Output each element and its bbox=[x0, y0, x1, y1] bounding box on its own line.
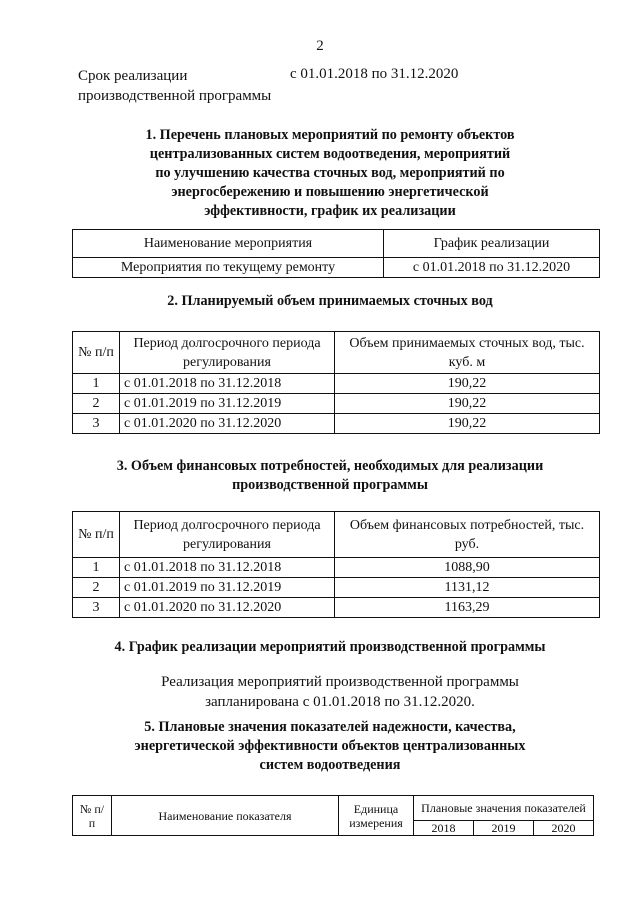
section4-title: 4. График реализации мероприятий производственной программы bbox=[114, 639, 546, 655]
section4-text bbox=[60, 672, 620, 712]
term-label-line2: производственной программы bbox=[78, 88, 272, 104]
table-header-cell: № п/п bbox=[73, 512, 120, 558]
section5-title-line: систем водоотведения bbox=[259, 757, 401, 773]
section4-text-line1: Реализация мероприятий производственной программы bbox=[161, 674, 519, 690]
section1-title-line: централизованных систем водоотведения, мероприятий bbox=[149, 146, 511, 162]
table-cell: с 01.01.2020 по 31.12.2020 bbox=[120, 598, 335, 618]
table-cell: 190,22 bbox=[335, 374, 600, 394]
table-row bbox=[73, 558, 600, 578]
table-row bbox=[73, 258, 600, 278]
table-header-cell: № п/п bbox=[73, 332, 120, 374]
table-row bbox=[73, 598, 600, 618]
table-cell: 190,22 bbox=[335, 414, 600, 434]
table-header-cell: Объем принимаемых сточных вод, тыс. куб. м bbox=[335, 332, 600, 374]
section5-title-line: 5. Плановые значения показателей надежности, качества, bbox=[144, 719, 516, 735]
table-row bbox=[73, 394, 600, 414]
table-cell: 3 bbox=[73, 414, 120, 434]
table-row bbox=[73, 374, 600, 394]
table-header-cell: Единица измерения bbox=[339, 796, 414, 836]
table-header-cell: Плановые значения показателей bbox=[414, 796, 594, 821]
table-row bbox=[73, 578, 600, 598]
term-value: с 01.01.2018 по 31.12.2020 bbox=[290, 66, 459, 82]
table-cell: с 01.01.2019 по 31.12.2019 bbox=[120, 578, 335, 598]
section1-title-line: эффективности, график их реализации bbox=[204, 203, 456, 219]
section1-title-line: энергосбережению и повышению энергетической bbox=[171, 184, 489, 200]
section2-table bbox=[72, 331, 600, 434]
section4-text-line2: запланирована с 01.01.2018 по 31.12.2020. bbox=[205, 694, 475, 710]
table-cell: 1 bbox=[73, 558, 120, 578]
table-header-row bbox=[73, 230, 600, 258]
year-header-cell: 2019 bbox=[473, 821, 533, 836]
table-cell: с 01.01.2019 по 31.12.2019 bbox=[120, 394, 335, 414]
table-cell: 1163,29 bbox=[335, 598, 600, 618]
table-header-cell: Период долгосрочного периода регулирования bbox=[120, 512, 335, 558]
table-cell: 1131,12 bbox=[335, 578, 600, 598]
term-label bbox=[78, 66, 271, 106]
table-cell: 1 bbox=[73, 374, 120, 394]
table-header-cell: Период долгосрочного периода регулирования bbox=[120, 332, 335, 374]
section3-title-line: производственной программы bbox=[232, 477, 428, 493]
section3-title-line: 3. Объем финансовых потребностей, необходимых для реализации bbox=[116, 458, 544, 474]
section1-table bbox=[72, 229, 600, 278]
table-header-cell: Наименование показателя bbox=[112, 796, 339, 836]
table-header-row bbox=[73, 332, 600, 374]
table-header-row bbox=[73, 796, 594, 821]
table-cell: 1088,90 bbox=[335, 558, 600, 578]
section1-title bbox=[60, 126, 600, 221]
table-header-cell: Объем финансовых потребностей, тыс. руб. bbox=[335, 512, 600, 558]
table-cell: с 01.01.2018 по 31.12.2020 bbox=[384, 258, 600, 278]
table-cell: Мероприятия по текущему ремонту bbox=[73, 258, 384, 278]
section5-title-line: энергетической эффективности объектов централизованных bbox=[134, 738, 526, 754]
section1-title-line: по улучшению качества сточных вод, мероприятий по bbox=[155, 165, 505, 181]
term-label-line1: Срок реализации bbox=[78, 68, 188, 84]
table-cell: 2 bbox=[73, 394, 120, 414]
page-number: 2 bbox=[316, 38, 324, 54]
year-header-cell: 2020 bbox=[533, 821, 593, 836]
table-cell: с 01.01.2018 по 31.12.2018 bbox=[120, 558, 335, 578]
section1-title-line: 1. Перечень плановых мероприятий по ремонту объектов bbox=[145, 127, 515, 143]
table-cell: с 01.01.2020 по 31.12.2020 bbox=[120, 414, 335, 434]
table-row bbox=[73, 414, 600, 434]
year-header-cell: 2018 bbox=[414, 821, 474, 836]
section5-table bbox=[72, 795, 594, 836]
table-header-cell: № п/п bbox=[73, 796, 112, 836]
table-header-cell: График реализации bbox=[384, 230, 600, 258]
table-header-row bbox=[73, 512, 600, 558]
table-cell: 190,22 bbox=[335, 394, 600, 414]
table-cell: 2 bbox=[73, 578, 120, 598]
section3-table bbox=[72, 511, 600, 618]
table-cell: 3 bbox=[73, 598, 120, 618]
section5-title bbox=[40, 718, 620, 775]
table-cell: с 01.01.2018 по 31.12.2018 bbox=[120, 374, 335, 394]
section3-title bbox=[60, 457, 600, 495]
section2-title: 2. Планируемый объем принимаемых сточных вод bbox=[167, 293, 493, 309]
table-header-cell: Наименование мероприятия bbox=[73, 230, 384, 258]
